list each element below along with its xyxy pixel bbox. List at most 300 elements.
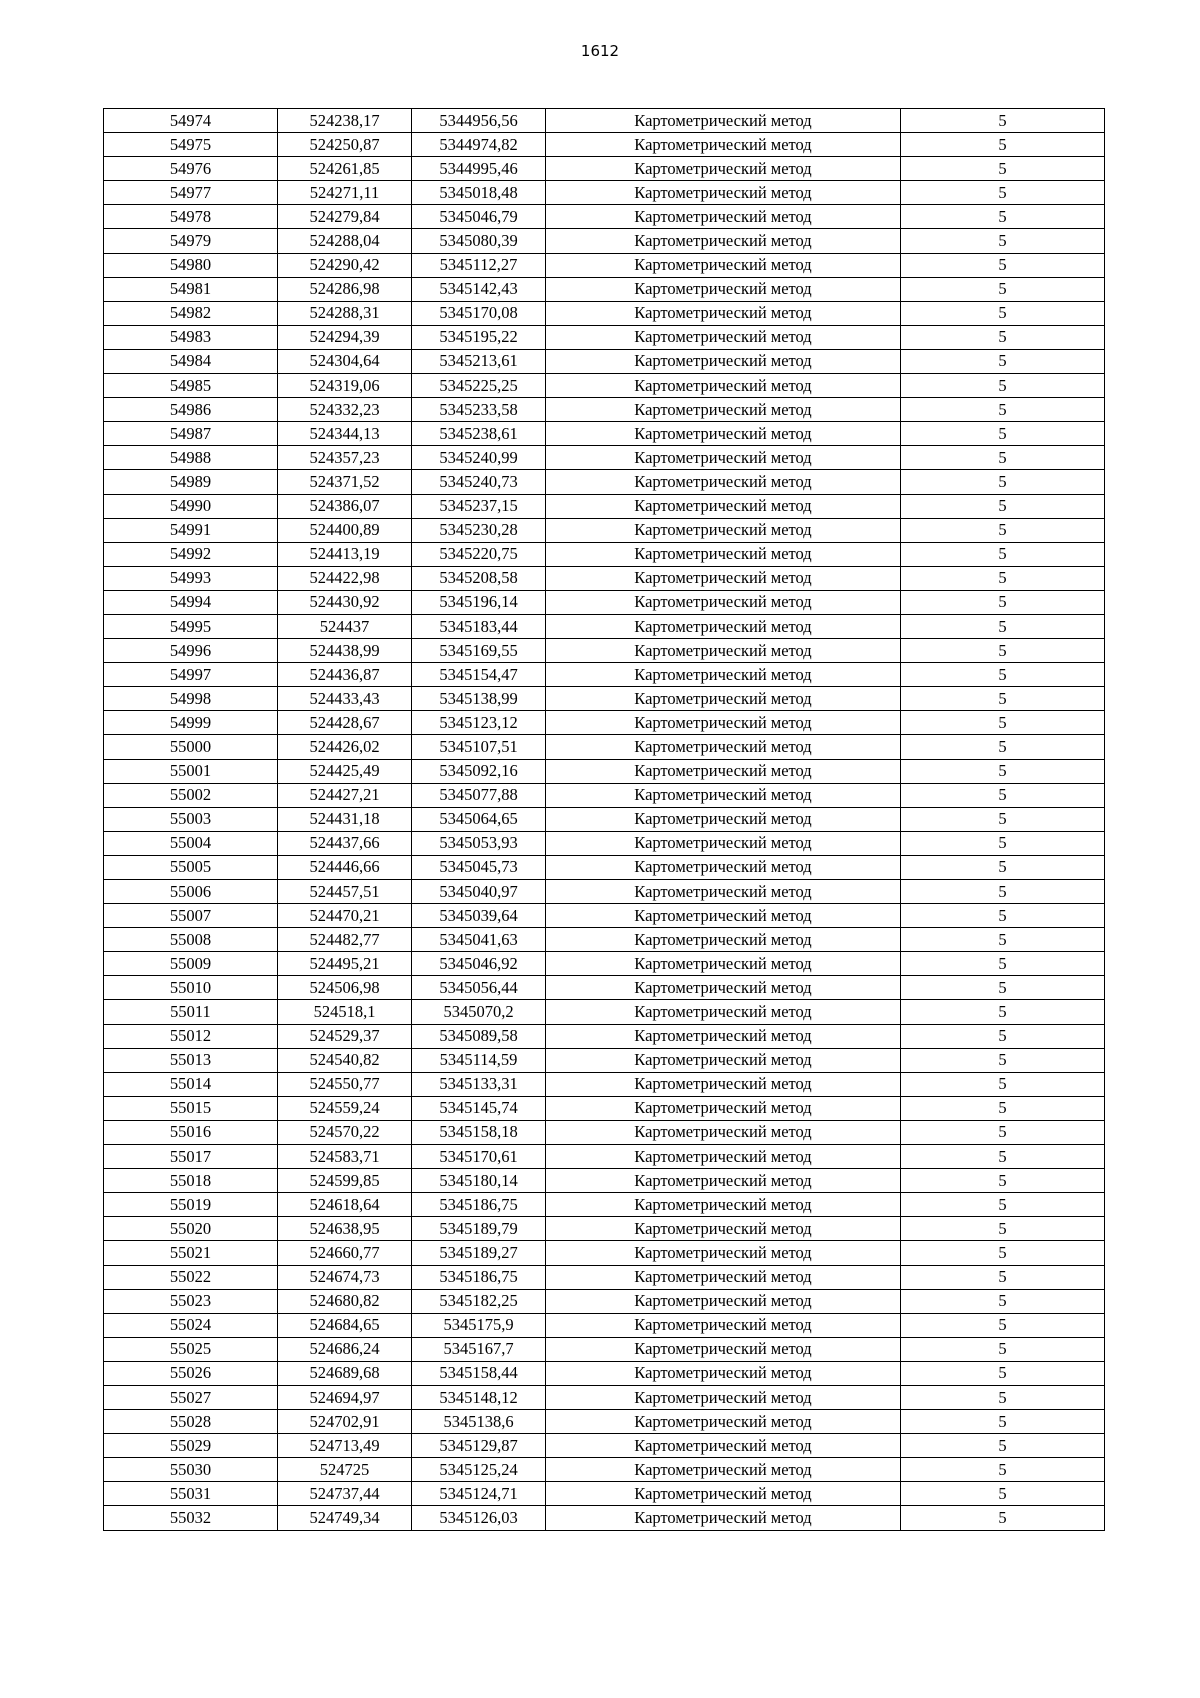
y-coordinate-cell: 5345189,27 <box>412 1241 546 1265</box>
method-cell: Картометрический метод <box>546 181 901 205</box>
x-coordinate-cell: 524737,44 <box>278 1482 412 1506</box>
x-coordinate-cell: 524438,99 <box>278 639 412 663</box>
x-coordinate-cell: 524674,73 <box>278 1265 412 1289</box>
accuracy-cell: 5 <box>901 1000 1105 1024</box>
point-number-cell: 54995 <box>104 614 278 638</box>
x-coordinate-cell: 524506,98 <box>278 976 412 1000</box>
accuracy-cell: 5 <box>901 205 1105 229</box>
page-number: 1612 <box>580 42 620 60</box>
y-coordinate-cell: 5345041,63 <box>412 928 546 952</box>
x-coordinate-cell: 524425,49 <box>278 759 412 783</box>
point-number-cell: 54978 <box>104 205 278 229</box>
point-number-cell: 54992 <box>104 542 278 566</box>
table-row <box>104 205 1105 229</box>
x-coordinate-cell: 524684,65 <box>278 1313 412 1337</box>
point-number-cell: 54983 <box>104 325 278 349</box>
point-number-cell: 55008 <box>104 928 278 952</box>
table-row <box>104 1048 1105 1072</box>
method-cell: Картометрический метод <box>546 1145 901 1169</box>
y-coordinate-cell: 5345077,88 <box>412 783 546 807</box>
method-cell: Картометрический метод <box>546 349 901 373</box>
x-coordinate-cell: 524436,87 <box>278 663 412 687</box>
point-number-cell: 55027 <box>104 1385 278 1409</box>
table-row <box>104 229 1105 253</box>
x-coordinate-cell: 524540,82 <box>278 1048 412 1072</box>
accuracy-cell: 5 <box>901 157 1105 181</box>
point-number-cell: 54974 <box>104 109 278 133</box>
table-row <box>104 928 1105 952</box>
y-coordinate-cell: 5345220,75 <box>412 542 546 566</box>
accuracy-cell: 5 <box>901 470 1105 494</box>
table-row <box>104 1337 1105 1361</box>
y-coordinate-cell: 5345123,12 <box>412 711 546 735</box>
x-coordinate-cell: 524749,34 <box>278 1506 412 1530</box>
y-coordinate-cell: 5345175,9 <box>412 1313 546 1337</box>
accuracy-cell: 5 <box>901 349 1105 373</box>
point-number-cell: 54980 <box>104 253 278 277</box>
table-row <box>104 1410 1105 1434</box>
method-cell: Картометрический метод <box>546 1096 901 1120</box>
method-cell: Картометрический метод <box>546 301 901 325</box>
table-row <box>104 277 1105 301</box>
method-cell: Картометрический метод <box>546 759 901 783</box>
accuracy-cell: 5 <box>901 759 1105 783</box>
table-row <box>104 1361 1105 1385</box>
point-number-cell: 55026 <box>104 1361 278 1385</box>
accuracy-cell: 5 <box>901 1072 1105 1096</box>
table-row <box>104 735 1105 759</box>
y-coordinate-cell: 5345180,14 <box>412 1169 546 1193</box>
table-row <box>104 663 1105 687</box>
method-cell: Картометрический метод <box>546 518 901 542</box>
x-coordinate-cell: 524680,82 <box>278 1289 412 1313</box>
accuracy-cell: 5 <box>901 855 1105 879</box>
table-row <box>104 1385 1105 1409</box>
point-number-cell: 54999 <box>104 711 278 735</box>
table-row <box>104 1145 1105 1169</box>
x-coordinate-cell: 524430,92 <box>278 590 412 614</box>
y-coordinate-cell: 5345240,73 <box>412 470 546 494</box>
x-coordinate-cell: 524470,21 <box>278 904 412 928</box>
y-coordinate-cell: 5345045,73 <box>412 855 546 879</box>
y-coordinate-cell: 5345138,6 <box>412 1410 546 1434</box>
table-row <box>104 374 1105 398</box>
accuracy-cell: 5 <box>901 1434 1105 1458</box>
x-coordinate-cell: 524638,95 <box>278 1217 412 1241</box>
accuracy-cell: 5 <box>901 518 1105 542</box>
method-cell: Картометрический метод <box>546 566 901 590</box>
table-row <box>104 542 1105 566</box>
method-cell: Картометрический метод <box>546 1434 901 1458</box>
method-cell: Картометрический метод <box>546 1289 901 1313</box>
table-row <box>104 1000 1105 1024</box>
point-number-cell: 54979 <box>104 229 278 253</box>
method-cell: Картометрический метод <box>546 904 901 928</box>
point-number-cell: 55007 <box>104 904 278 928</box>
table-row <box>104 398 1105 422</box>
point-number-cell: 55003 <box>104 807 278 831</box>
y-coordinate-cell: 5345195,22 <box>412 325 546 349</box>
table-row <box>104 566 1105 590</box>
y-coordinate-cell: 5345189,79 <box>412 1217 546 1241</box>
x-coordinate-cell: 524725 <box>278 1458 412 1482</box>
y-coordinate-cell: 5345225,25 <box>412 374 546 398</box>
point-number-cell: 55018 <box>104 1169 278 1193</box>
method-cell: Картометрический метод <box>546 1482 901 1506</box>
method-cell: Картометрический метод <box>546 1217 901 1241</box>
y-coordinate-cell: 5345053,93 <box>412 831 546 855</box>
table-row <box>104 880 1105 904</box>
accuracy-cell: 5 <box>901 1145 1105 1169</box>
x-coordinate-cell: 524294,39 <box>278 325 412 349</box>
accuracy-cell: 5 <box>901 711 1105 735</box>
table-row <box>104 1120 1105 1144</box>
y-coordinate-cell: 5345107,51 <box>412 735 546 759</box>
accuracy-cell: 5 <box>901 1410 1105 1434</box>
y-coordinate-cell: 5345070,2 <box>412 1000 546 1024</box>
method-cell: Картометрический метод <box>546 639 901 663</box>
method-cell: Картометрический метод <box>546 928 901 952</box>
x-coordinate-cell: 524288,31 <box>278 301 412 325</box>
x-coordinate-cell: 524288,04 <box>278 229 412 253</box>
table-row <box>104 1506 1105 1530</box>
x-coordinate-cell: 524702,91 <box>278 1410 412 1434</box>
y-coordinate-cell: 5345133,31 <box>412 1072 546 1096</box>
y-coordinate-cell: 5345046,79 <box>412 205 546 229</box>
accuracy-cell: 5 <box>901 277 1105 301</box>
table-row <box>104 1265 1105 1289</box>
y-coordinate-cell: 5345213,61 <box>412 349 546 373</box>
accuracy-cell: 5 <box>901 663 1105 687</box>
table-row <box>104 976 1105 1000</box>
point-number-cell: 55000 <box>104 735 278 759</box>
table-row <box>104 1169 1105 1193</box>
accuracy-cell: 5 <box>901 904 1105 928</box>
y-coordinate-cell: 5345208,58 <box>412 566 546 590</box>
y-coordinate-cell: 5345230,28 <box>412 518 546 542</box>
point-number-cell: 54988 <box>104 446 278 470</box>
method-cell: Картометрический метод <box>546 711 901 735</box>
y-coordinate-cell: 5345138,99 <box>412 687 546 711</box>
method-cell: Картометрический метод <box>546 952 901 976</box>
y-coordinate-cell: 5345158,44 <box>412 1361 546 1385</box>
point-number-cell: 54994 <box>104 590 278 614</box>
y-coordinate-cell: 5345238,61 <box>412 422 546 446</box>
accuracy-cell: 5 <box>901 301 1105 325</box>
point-number-cell: 54990 <box>104 494 278 518</box>
method-cell: Картометрический метод <box>546 735 901 759</box>
point-number-cell: 54975 <box>104 133 278 157</box>
x-coordinate-cell: 524428,67 <box>278 711 412 735</box>
method-cell: Картометрический метод <box>546 253 901 277</box>
y-coordinate-cell: 5345170,08 <box>412 301 546 325</box>
accuracy-cell: 5 <box>901 374 1105 398</box>
y-coordinate-cell: 5345039,64 <box>412 904 546 928</box>
method-cell: Картометрический метод <box>546 783 901 807</box>
table-row <box>104 349 1105 373</box>
x-coordinate-cell: 524518,1 <box>278 1000 412 1024</box>
accuracy-cell: 5 <box>901 614 1105 638</box>
method-cell: Картометрический метод <box>546 1265 901 1289</box>
accuracy-cell: 5 <box>901 1265 1105 1289</box>
accuracy-cell: 5 <box>901 1337 1105 1361</box>
method-cell: Картометрический метод <box>546 1361 901 1385</box>
point-number-cell: 55001 <box>104 759 278 783</box>
accuracy-cell: 5 <box>901 1313 1105 1337</box>
table-row <box>104 1482 1105 1506</box>
y-coordinate-cell: 5345183,44 <box>412 614 546 638</box>
table-row <box>104 807 1105 831</box>
y-coordinate-cell: 5345124,71 <box>412 1482 546 1506</box>
accuracy-cell: 5 <box>901 1361 1105 1385</box>
y-coordinate-cell: 5345186,75 <box>412 1265 546 1289</box>
x-coordinate-cell: 524279,84 <box>278 205 412 229</box>
method-cell: Картометрический метод <box>546 590 901 614</box>
x-coordinate-cell: 524660,77 <box>278 1241 412 1265</box>
method-cell: Картометрический метод <box>546 1024 901 1048</box>
table-row <box>104 1072 1105 1096</box>
y-coordinate-cell: 5344995,46 <box>412 157 546 181</box>
accuracy-cell: 5 <box>901 1482 1105 1506</box>
method-cell: Картометрический метод <box>546 109 901 133</box>
x-coordinate-cell: 524319,06 <box>278 374 412 398</box>
table-row <box>104 470 1105 494</box>
method-cell: Картометрический метод <box>546 1337 901 1361</box>
method-cell: Картометрический метод <box>546 1072 901 1096</box>
table-row <box>104 157 1105 181</box>
table-row <box>104 1096 1105 1120</box>
method-cell: Картометрический метод <box>546 976 901 1000</box>
x-coordinate-cell: 524713,49 <box>278 1434 412 1458</box>
y-coordinate-cell: 5345169,55 <box>412 639 546 663</box>
accuracy-cell: 5 <box>901 253 1105 277</box>
method-cell: Картометрический метод <box>546 374 901 398</box>
x-coordinate-cell: 524261,85 <box>278 157 412 181</box>
accuracy-cell: 5 <box>901 1096 1105 1120</box>
x-coordinate-cell: 524427,21 <box>278 783 412 807</box>
table-row <box>104 1024 1105 1048</box>
x-coordinate-cell: 524694,97 <box>278 1385 412 1409</box>
y-coordinate-cell: 5345129,87 <box>412 1434 546 1458</box>
y-coordinate-cell: 5345142,43 <box>412 277 546 301</box>
y-coordinate-cell: 5345148,12 <box>412 1385 546 1409</box>
method-cell: Картометрический метод <box>546 446 901 470</box>
accuracy-cell: 5 <box>901 133 1105 157</box>
accuracy-cell: 5 <box>901 831 1105 855</box>
accuracy-cell: 5 <box>901 542 1105 566</box>
point-number-cell: 54985 <box>104 374 278 398</box>
table-row <box>104 422 1105 446</box>
point-number-cell: 55022 <box>104 1265 278 1289</box>
method-cell: Картометрический метод <box>546 614 901 638</box>
point-number-cell: 55004 <box>104 831 278 855</box>
x-coordinate-cell: 524437 <box>278 614 412 638</box>
table-row <box>104 446 1105 470</box>
x-coordinate-cell: 524426,02 <box>278 735 412 759</box>
method-cell: Картометрический метод <box>546 157 901 181</box>
x-coordinate-cell: 524304,64 <box>278 349 412 373</box>
table-row <box>104 494 1105 518</box>
y-coordinate-cell: 5345040,97 <box>412 880 546 904</box>
x-coordinate-cell: 524570,22 <box>278 1120 412 1144</box>
table-row <box>104 783 1105 807</box>
point-number-cell: 55011 <box>104 1000 278 1024</box>
point-number-cell: 54984 <box>104 349 278 373</box>
method-cell: Картометрический метод <box>546 807 901 831</box>
accuracy-cell: 5 <box>901 181 1105 205</box>
method-cell: Картометрический метод <box>546 1120 901 1144</box>
y-coordinate-cell: 5345145,74 <box>412 1096 546 1120</box>
x-coordinate-cell: 524371,52 <box>278 470 412 494</box>
table-row <box>104 253 1105 277</box>
point-number-cell: 55012 <box>104 1024 278 1048</box>
y-coordinate-cell: 5345080,39 <box>412 229 546 253</box>
y-coordinate-cell: 5345240,99 <box>412 446 546 470</box>
y-coordinate-cell: 5345170,61 <box>412 1145 546 1169</box>
y-coordinate-cell: 5345158,18 <box>412 1120 546 1144</box>
y-coordinate-cell: 5345126,03 <box>412 1506 546 1530</box>
accuracy-cell: 5 <box>901 1048 1105 1072</box>
method-cell: Картометрический метод <box>546 470 901 494</box>
point-number-cell: 55021 <box>104 1241 278 1265</box>
x-coordinate-cell: 524457,51 <box>278 880 412 904</box>
table-row <box>104 1458 1105 1482</box>
point-number-cell: 54987 <box>104 422 278 446</box>
y-coordinate-cell: 5345056,44 <box>412 976 546 1000</box>
table-row <box>104 1217 1105 1241</box>
accuracy-cell: 5 <box>901 976 1105 1000</box>
table-row <box>104 1289 1105 1313</box>
table-row <box>104 1434 1105 1458</box>
accuracy-cell: 5 <box>901 1289 1105 1313</box>
x-coordinate-cell: 524433,43 <box>278 687 412 711</box>
table-row <box>104 133 1105 157</box>
point-number-cell: 55002 <box>104 783 278 807</box>
method-cell: Картометрический метод <box>546 133 901 157</box>
accuracy-cell: 5 <box>901 325 1105 349</box>
point-number-cell: 55005 <box>104 855 278 879</box>
point-number-cell: 54977 <box>104 181 278 205</box>
x-coordinate-cell: 524344,13 <box>278 422 412 446</box>
x-coordinate-cell: 524529,37 <box>278 1024 412 1048</box>
table-row <box>104 952 1105 976</box>
accuracy-cell: 5 <box>901 1120 1105 1144</box>
accuracy-cell: 5 <box>901 735 1105 759</box>
table-row <box>104 1193 1105 1217</box>
point-number-cell: 55010 <box>104 976 278 1000</box>
table-row <box>104 711 1105 735</box>
accuracy-cell: 5 <box>901 422 1105 446</box>
point-number-cell: 55020 <box>104 1217 278 1241</box>
x-coordinate-cell: 524422,98 <box>278 566 412 590</box>
point-number-cell: 55030 <box>104 1458 278 1482</box>
method-cell: Картометрический метод <box>546 1506 901 1530</box>
y-coordinate-cell: 5345092,16 <box>412 759 546 783</box>
table-row <box>104 831 1105 855</box>
method-cell: Картометрический метод <box>546 1385 901 1409</box>
y-coordinate-cell: 5345114,59 <box>412 1048 546 1072</box>
accuracy-cell: 5 <box>901 398 1105 422</box>
point-number-cell: 54976 <box>104 157 278 181</box>
accuracy-cell: 5 <box>901 639 1105 663</box>
y-coordinate-cell: 5345233,58 <box>412 398 546 422</box>
table-row <box>104 1241 1105 1265</box>
point-number-cell: 54989 <box>104 470 278 494</box>
coordinates-table <box>103 108 1105 1531</box>
x-coordinate-cell: 524583,71 <box>278 1145 412 1169</box>
y-coordinate-cell: 5345237,15 <box>412 494 546 518</box>
table-row <box>104 614 1105 638</box>
x-coordinate-cell: 524238,17 <box>278 109 412 133</box>
method-cell: Картометрический метод <box>546 880 901 904</box>
x-coordinate-cell: 524400,89 <box>278 518 412 542</box>
x-coordinate-cell: 524431,18 <box>278 807 412 831</box>
x-coordinate-cell: 524482,77 <box>278 928 412 952</box>
accuracy-cell: 5 <box>901 1458 1105 1482</box>
x-coordinate-cell: 524446,66 <box>278 855 412 879</box>
y-coordinate-cell: 5345112,27 <box>412 253 546 277</box>
method-cell: Картометрический метод <box>546 542 901 566</box>
method-cell: Картометрический метод <box>546 1169 901 1193</box>
method-cell: Картометрический метод <box>546 1410 901 1434</box>
point-number-cell: 54997 <box>104 663 278 687</box>
point-number-cell: 55006 <box>104 880 278 904</box>
accuracy-cell: 5 <box>901 109 1105 133</box>
table-row <box>104 181 1105 205</box>
accuracy-cell: 5 <box>901 783 1105 807</box>
coordinates-table-body <box>104 109 1105 1531</box>
accuracy-cell: 5 <box>901 1506 1105 1530</box>
x-coordinate-cell: 524386,07 <box>278 494 412 518</box>
y-coordinate-cell: 5345018,48 <box>412 181 546 205</box>
accuracy-cell: 5 <box>901 1241 1105 1265</box>
table-row <box>104 301 1105 325</box>
accuracy-cell: 5 <box>901 446 1105 470</box>
accuracy-cell: 5 <box>901 687 1105 711</box>
point-number-cell: 55014 <box>104 1072 278 1096</box>
accuracy-cell: 5 <box>901 229 1105 253</box>
method-cell: Картометрический метод <box>546 1048 901 1072</box>
point-number-cell: 55023 <box>104 1289 278 1313</box>
accuracy-cell: 5 <box>901 1217 1105 1241</box>
point-number-cell: 55016 <box>104 1120 278 1144</box>
table-row <box>104 759 1105 783</box>
accuracy-cell: 5 <box>901 952 1105 976</box>
x-coordinate-cell: 524686,24 <box>278 1337 412 1361</box>
point-number-cell: 54982 <box>104 301 278 325</box>
point-number-cell: 55025 <box>104 1337 278 1361</box>
point-number-cell: 55031 <box>104 1482 278 1506</box>
y-coordinate-cell: 5345089,58 <box>412 1024 546 1048</box>
table-row <box>104 639 1105 663</box>
x-coordinate-cell: 524689,68 <box>278 1361 412 1385</box>
method-cell: Картометрический метод <box>546 229 901 253</box>
table-row <box>104 325 1105 349</box>
point-number-cell: 55028 <box>104 1410 278 1434</box>
y-coordinate-cell: 5345064,65 <box>412 807 546 831</box>
table-row <box>104 687 1105 711</box>
method-cell: Картометрический метод <box>546 277 901 301</box>
accuracy-cell: 5 <box>901 880 1105 904</box>
point-number-cell: 54993 <box>104 566 278 590</box>
y-coordinate-cell: 5345196,14 <box>412 590 546 614</box>
point-number-cell: 55017 <box>104 1145 278 1169</box>
table-row <box>104 590 1105 614</box>
method-cell: Картометрический метод <box>546 855 901 879</box>
point-number-cell: 55015 <box>104 1096 278 1120</box>
x-coordinate-cell: 524599,85 <box>278 1169 412 1193</box>
table-row <box>104 904 1105 928</box>
